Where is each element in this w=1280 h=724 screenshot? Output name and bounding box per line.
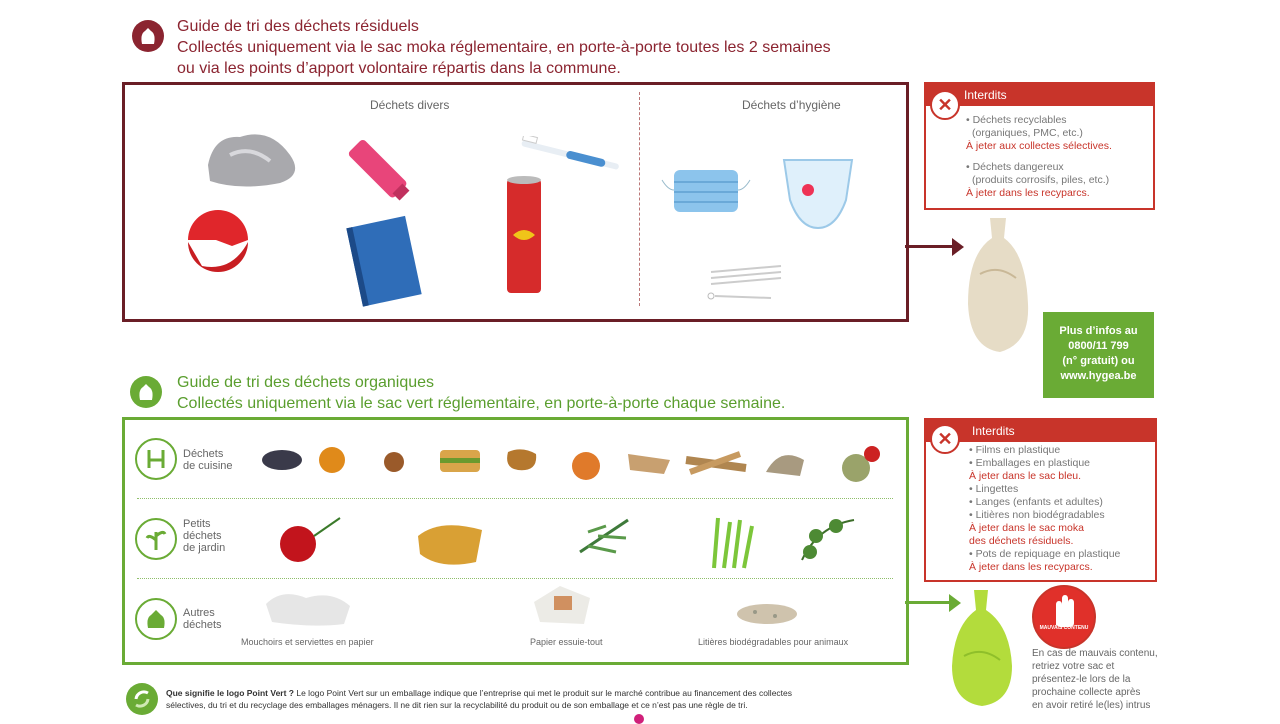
highlighter-image [344, 128, 426, 213]
organic-bag-icon [130, 376, 162, 408]
page-marker-dot [634, 714, 644, 724]
residual-forbidden-icon: ✕ [930, 90, 960, 120]
other-waste-icon [135, 598, 177, 640]
residual-divider [639, 92, 640, 306]
caption-pet-litter: Litières biodégradables pour animaux [698, 637, 849, 647]
organic-arrow [905, 601, 951, 604]
col-title-hygiene: Déchets d’hygiène [742, 98, 841, 112]
moka-bag-image [960, 214, 1036, 361]
pet-litter-image [735, 598, 799, 633]
aluminium-foil-image [200, 125, 304, 196]
cotton-swabs-image [705, 258, 789, 309]
wax-shell-image [182, 210, 254, 281]
face-mask-image [660, 160, 752, 227]
residual-arrow [905, 245, 955, 248]
row-separator [137, 578, 893, 579]
row-label-garden: Petits déchets de jardin [183, 518, 226, 554]
residual-interdits-header: Interdits [926, 84, 1153, 106]
col-title-divers: Déchets divers [370, 98, 450, 112]
organic-title: Guide de tri des déchets organiques Collectés uniquement via le sac vert réglementaire, en porte-à-porte chaque semaine. [177, 374, 786, 412]
chips-can-image [505, 175, 543, 302]
row-separator [137, 498, 893, 499]
footer-text: Que signifie le logo Point Vert ? Le logo Point Vert sur un emballage indique que l’entreprise qui met le produit sur le marché contribue au financement des collectes sélectives, du tri et du recyclage des emballages ménagers. Il ne dit rien sur la recyclabilité du produit ou de son emballage et ce n’est pas une règle de tri. [166, 688, 793, 710]
organic-forbidden-icon: ✕ [930, 424, 960, 454]
row-label-kitchen: Déchets de cuisine [183, 448, 233, 472]
paper-towel-image [530, 582, 594, 633]
info-box: Plus d’infos au 0800/11 799 (n° gratuit) ou www.hygea.be [1043, 312, 1154, 398]
bad-content-note: En cas de mauvais contenu, retriez votre sac et présentez-le lors de la prochaine collecte après en avoir retiré le(les) intrus [1032, 648, 1158, 711]
kitchen-icon [135, 438, 177, 480]
residual-interdits-box: Interdits • Déchets recyclables (organiques, PMC, etc.) À jeter aux collectes sélectives. • Déchets dangereux (produits corrosifs, piles, etc.) À jeter dans les recyparcs. [924, 82, 1155, 210]
bad-content-sticker: MAUVAIS CONTENU [1032, 585, 1096, 649]
organic-interdits-header: Interdits [926, 420, 1155, 442]
garden-waste-images [270, 512, 870, 577]
row-label-other: Autres déchets [183, 607, 222, 631]
kitchen-waste-images [260, 440, 900, 495]
garden-icon [135, 518, 177, 560]
green-bag-image [946, 586, 1018, 715]
point-vert-logo-icon [126, 683, 158, 715]
plastic-folder-image [344, 215, 426, 312]
diaper-image [778, 150, 858, 237]
residual-title: Guide de tri des déchets résiduels Collectés uniquement via le sac moka réglementaire, en porte-à-porte toutes les 2 semaines ou via les points d’apport volontaire répartis dans la commune. [177, 18, 831, 77]
caption-tissues: Mouchoirs et serviettes en papier [241, 637, 374, 647]
organic-interdits-box: Interdits • Films en plastique • Emballages en plastique À jeter dans le sac bleu. • Lingettes • Langes (enfants et adultes) • Litières non biodégradables À jeter dans le sac moka des déchets résiduels. • Pots de repiquage en plastique À jeter dans les recyparcs. [924, 418, 1157, 582]
residual-bag-icon [132, 20, 164, 52]
caption-paper-towel: Papier essuie-tout [530, 637, 603, 647]
tissues-image [262, 588, 354, 633]
